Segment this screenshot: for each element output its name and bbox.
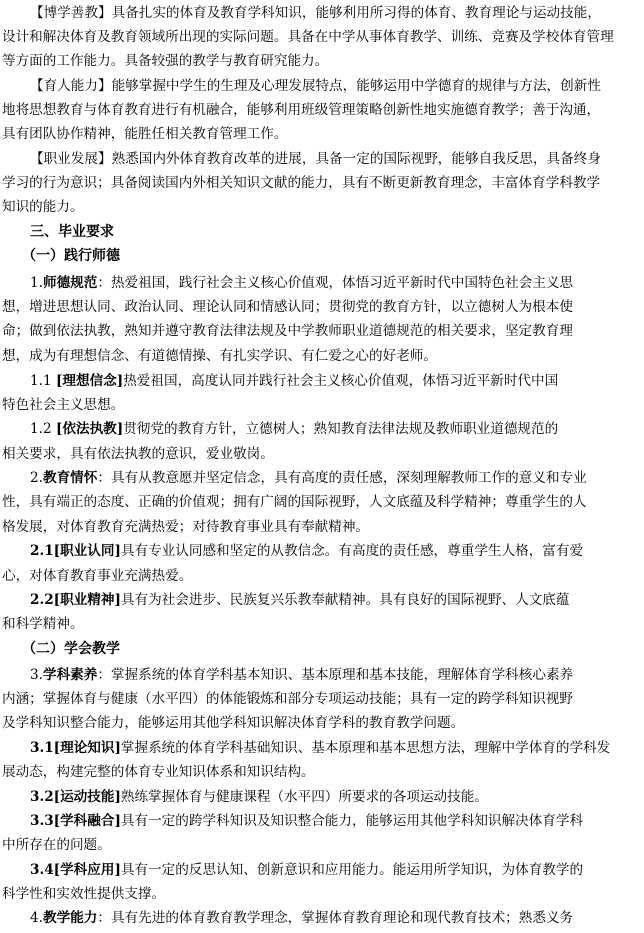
paragraph-line <box>2 907 634 930</box>
paragraph-line <box>2 737 634 760</box>
text-run: 命；做到依法执教，熟知并遵守教育法律法规及中学教师职业道德规范的相关要求，坚定教育理 <box>2 323 573 339</box>
bold-text: 3.4[学科应用] <box>30 862 121 878</box>
bold-text: 3.2[运动技能] <box>30 789 121 805</box>
text-run: 【职业发展】 <box>30 151 112 167</box>
bold-text: [理想信念] <box>55 373 124 389</box>
bold-text: 2.2[职业精神] <box>30 592 121 608</box>
text-run: 2. <box>30 470 43 486</box>
text-run: 等方面的工作能力。具备较强的教学与教育研究能力。 <box>2 53 329 69</box>
text-run: 特色社会主义思想。 <box>2 397 125 413</box>
paragraph-line <box>2 540 634 563</box>
paragraph-line <box>2 394 634 417</box>
paragraph-line <box>2 761 634 784</box>
text-run: 心，对体育教育事业充满热爱。 <box>2 568 193 584</box>
text-run: 1.1 <box>30 373 56 389</box>
text-run: 地将思想教育与体育教育进行有机融合，能够利用班级管理策略创新性地实施德育教学；善于沟通， <box>2 102 601 118</box>
text-run: 具备扎实的体育及教育学科知识，能够利用所习得的体育、教育理论与运动技能， <box>111 5 601 21</box>
text-run: 相关要求，具有依法执教的意识，爱业敬岗。 <box>2 446 274 462</box>
bold-text: 3.1[理论知识] <box>30 740 121 756</box>
text-run: 和科学精神。 <box>2 616 84 632</box>
paragraph-line <box>2 123 634 146</box>
bold-text: （二）学会教学 <box>22 641 120 657</box>
paragraph-line <box>2 172 634 195</box>
paragraph-line <box>2 565 634 588</box>
text-run: 具有专业认同感和坚定的从教信念。有高度的责任感，尊重学生人格，富有爱 <box>120 543 584 559</box>
text-run: 热爱祖国，高度认同并践行社会主义核心价值观，体悟习近平新时代中国 <box>123 373 559 389</box>
paragraph-line <box>2 75 634 98</box>
bold-text: 教育情怀 <box>42 470 98 486</box>
text-run: 1.2 <box>30 421 56 437</box>
text-run: 想，增进思想认同、政治认同、理论认同和情感认同；贯彻党的教育方针，以立德树人为根本使 <box>2 299 573 315</box>
text-run: 4. <box>30 910 43 926</box>
paragraph-line <box>2 272 634 295</box>
text-run: 格发展，对体育教育充满热爱；对待教育事业具有奉献精神。 <box>2 519 370 535</box>
paragraph-line <box>2 664 634 687</box>
text-run: 中所存在的问题。 <box>2 837 111 853</box>
text-run: 具有一定的反思认知、创新意识和应用能力。能运用所学知识，为体育教学的 <box>120 862 584 878</box>
text-run: 具有团队协作精神，能胜任相关教育管理工作。 <box>2 126 288 142</box>
paragraph-line <box>2 859 634 882</box>
text-run: ：热爱祖国，践行社会主义核心价值观，体悟习近平新时代中国特色社会主义思 <box>97 275 574 291</box>
text-run: 【育人能力】 <box>30 78 112 94</box>
paragraph-line <box>2 467 634 490</box>
text-run: 具有为社会进步、民族复兴乐教奉献精神。具有良好的国际视野、人文底蕴 <box>120 592 570 608</box>
text-run: ：掌握系统的体育学科基本知识、基本原理和基本技能，理解体育学科核心素养 <box>97 667 574 683</box>
text-run: 熟悉国内外体育教育改革的进展，具备一定的国际视野，能够自我反思，具备终身 <box>111 151 601 167</box>
text-run: 掌握系统的体育学科基础知识、基本原理和基本思想方法，理解中学体育的学科发 <box>120 740 611 756</box>
paragraph-line <box>2 613 634 636</box>
paragraph-line <box>2 2 634 25</box>
text-run: 内涵；掌握体育与健康（水平四）的体能锻炼和部分专项运动技能；具有一定的跨学科知识视野 <box>2 691 573 707</box>
bold-text: 三、毕业要求 <box>30 224 114 240</box>
bold-text: [依法执教] <box>55 421 124 437</box>
paragraph-line <box>2 443 634 466</box>
text-run: 能够掌握中学生的生理及心理发展特点，能够运用中学德育的规律与方法，创新性 <box>111 78 601 94</box>
subsection-heading <box>22 638 644 661</box>
text-run: ：具有先进的体育教育教学理念，掌握体育教育理论和现代教育技术；熟悉义务 <box>97 910 574 926</box>
text-run: ：具有从教意愿并坚定信念，具有高度的责任感，深刻理解教师工作的意义和专业 <box>97 470 587 486</box>
text-run: 熟练掌握体育与健康课程（水平四）所要求的各项运动技能。 <box>120 789 488 805</box>
text-run: 知识的能力。 <box>2 199 84 215</box>
paragraph-line <box>2 883 634 906</box>
text-run: 科学性和实效性提供支撑。 <box>2 886 166 902</box>
text-run: 想，成为有理想信念、有道德情操、有扎实学识、有仁爱之心的好老师。 <box>2 348 437 364</box>
text-run: 贯彻党的教育方针，立德树人；熟知教育法律法规及教师职业道德规范的 <box>123 421 559 437</box>
text-run: 及学科知识整合能力，能够运用其他学科知识解决体育学科的教育教学问题。 <box>2 715 465 731</box>
paragraph-line <box>2 516 634 539</box>
paragraph-line <box>2 712 634 735</box>
paragraph-line <box>2 196 634 219</box>
text-run: 【博学善教】 <box>30 5 112 21</box>
bold-text: 教学能力 <box>42 910 98 926</box>
text-run: 性，具有端正的态度、正确的价值观；拥有广阔的国际视野，人文底蕴及科学精神；尊重学生的人 <box>2 494 587 510</box>
bold-text: 师德规范 <box>42 275 98 291</box>
paragraph-line <box>2 418 634 441</box>
paragraph-line <box>2 589 634 612</box>
paragraph-line <box>2 688 634 711</box>
paragraph-line <box>2 786 634 809</box>
subsection-heading <box>22 245 644 268</box>
paragraph-line <box>2 296 634 319</box>
text-run: 3. <box>30 667 43 683</box>
paragraph-line <box>2 834 634 857</box>
text-run: 1. <box>30 275 43 291</box>
text-run: 展动态，构建完整的体育专业知识体系和知识结构。 <box>2 764 315 780</box>
paragraph-line <box>2 345 634 368</box>
paragraph-line <box>2 810 634 833</box>
bold-text: 3.3[学科融合] <box>30 813 121 829</box>
section-heading <box>2 221 634 244</box>
paragraph-line <box>2 50 634 73</box>
bold-text: （一）践行师德 <box>22 248 120 264</box>
paragraph-line <box>2 320 634 343</box>
paragraph-line <box>2 491 634 514</box>
text-run: 具有一定的跨学科知识及知识整合能力，能够运用其他学科知识解决体育学科 <box>120 813 584 829</box>
bold-text: 2.1[职业认同] <box>30 543 121 559</box>
paragraph-line <box>2 148 634 171</box>
paragraph-line <box>2 26 634 49</box>
text-run: 设计和解决体育及教育领域所出现的实际问题。具备在中学从事体育教学、训练、竞赛及学校体育管理 <box>2 29 614 45</box>
text-run: 学习的行为意识；具备阅读国内外相关知识文献的能力，具有不断更新教育理念，丰富体育学科教学 <box>2 175 601 191</box>
bold-text: 学科素养 <box>42 667 98 683</box>
paragraph-line <box>2 99 634 122</box>
paragraph-line <box>2 370 634 393</box>
